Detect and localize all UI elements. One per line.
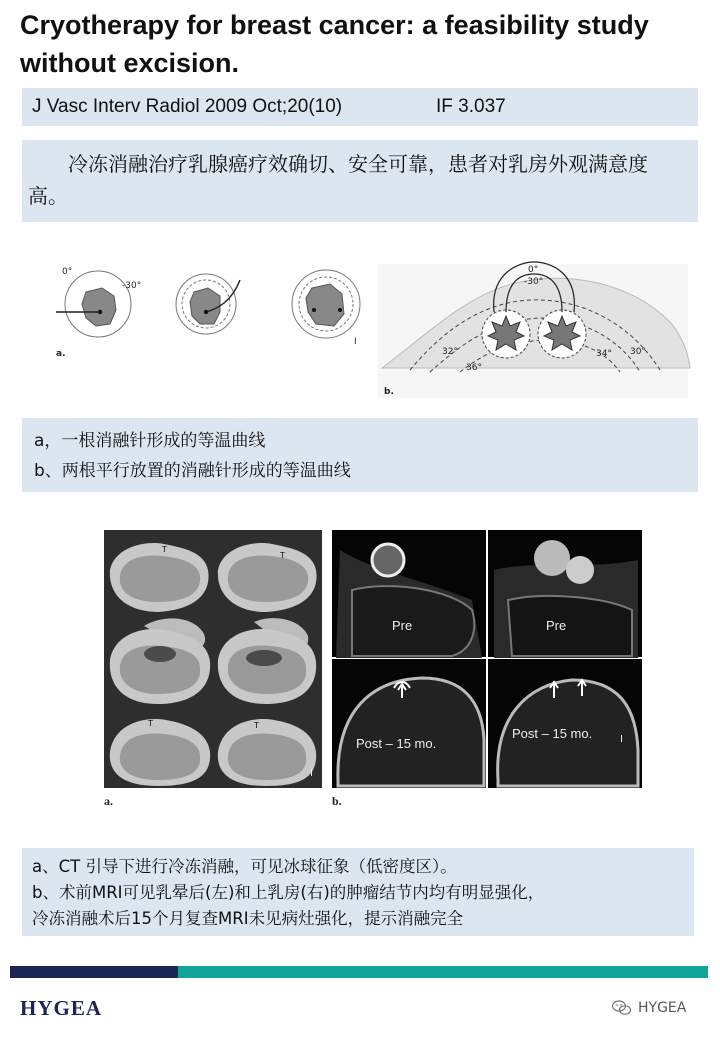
mri-post-label-1: Post – 15 mo. — [356, 736, 437, 751]
wechat-icon — [612, 1000, 632, 1016]
citation-bar — [22, 88, 698, 126]
isotherm-diagram — [50, 252, 700, 402]
mri-pre-label-1: Pre — [392, 618, 413, 633]
imaging-caption — [22, 848, 694, 936]
hygea-logo: HYGEA — [20, 996, 103, 1020]
label-b-32deg: 32° — [442, 347, 458, 357]
mri-scan-panel — [332, 530, 642, 788]
caption2-line-b1: b、术前MRI可见乳晕后(左)和上乳房(右)的肿瘤结节内均有明显强化， — [32, 883, 545, 902]
label-b-minus30deg: -30° — [524, 277, 544, 287]
ct-marker-t-2: T — [280, 551, 285, 560]
label-0deg: 0° — [62, 267, 73, 277]
summary-box: 冷冻消融治疗乳腺癌疗效确切、安全可靠，患者对乳房外观满意度高。 — [22, 140, 698, 222]
footer-rule-teal — [178, 966, 708, 978]
isotherm-panel-b — [378, 262, 690, 398]
label-b-36deg: 36° — [466, 363, 482, 373]
ct-marker-t-4: T — [254, 721, 259, 730]
isotherm-caption — [22, 418, 698, 492]
panel-b-letter: b. — [384, 387, 394, 397]
mri-marker-i: I — [620, 734, 623, 745]
panel-a-marker: I — [354, 337, 357, 347]
ct-marker-i: I — [310, 768, 313, 779]
label-b-0deg: 0° — [528, 265, 539, 275]
mri-panel-letter: b. — [332, 794, 342, 808]
ct-panel-letter: a. — [104, 794, 113, 808]
label-b-30deg: 30° — [630, 347, 646, 357]
slide-title: Cryotherapy for breast cancer: a feasibility study without excision. — [20, 10, 649, 78]
mri-pre-label-2: Pre — [546, 618, 567, 633]
ct-scan-panel — [104, 530, 322, 788]
caption1-line-a: a，一根消融针形成的等温曲线 — [34, 431, 266, 451]
watermark-text: HYGEA — [638, 1000, 687, 1016]
ct-marker-t-3: T — [148, 719, 153, 728]
caption1-line-b: b、两根平行放置的消融针形成的等温曲线 — [34, 461, 351, 481]
wechat-watermark — [612, 1000, 686, 1016]
label-b-34deg: 34° — [596, 349, 612, 359]
citation-journal: J Vasc Interv Radiol 2009 Oct;20(10) — [32, 96, 343, 117]
caption2-line-a: a、CT 引导下进行冷冻消融，可见冰球征象（低密度区）。 — [32, 857, 457, 876]
panel-a-letter: a. — [56, 349, 66, 359]
label-minus30deg: -30° — [122, 281, 142, 291]
caption2-line-b2: 冷冻消融术后15个月复查MRI未见病灶强化，提示消融完全 — [32, 909, 464, 928]
mri-post-label-2: Post – 15 mo. — [512, 726, 593, 741]
footer-rule-navy — [10, 966, 178, 978]
ct-marker-t-1: T — [162, 545, 167, 554]
isotherm-figure — [50, 252, 700, 402]
impact-factor: IF 3.037 — [436, 96, 506, 117]
isotherm-panel-a — [56, 267, 360, 359]
